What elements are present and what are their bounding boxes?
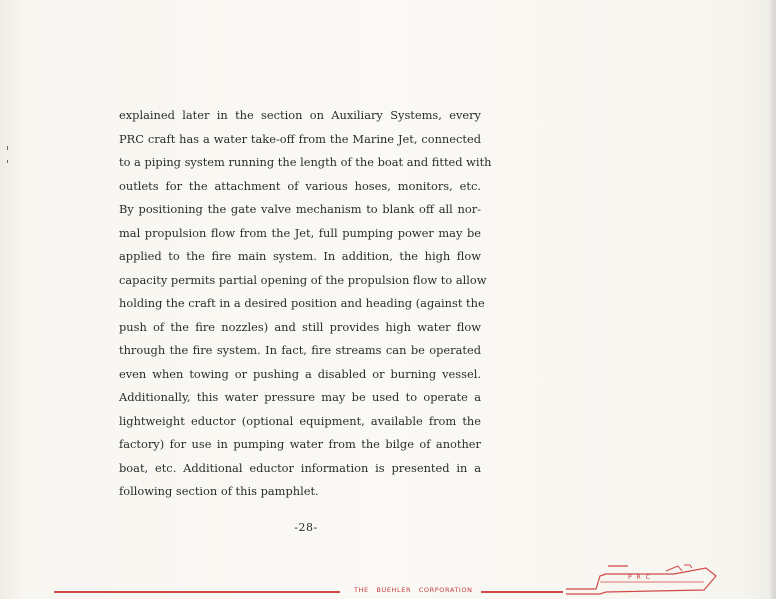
page-number: -28- <box>294 521 318 534</box>
footer-rule-right <box>481 591 563 593</box>
text-line: holding the craft in a desired position and heading (against the <box>119 296 485 310</box>
text-line: mal propulsion flow from the Jet, full pumping power may be <box>119 225 481 240</box>
text-line: even when towing or pushing a disabled or burning vessel. <box>119 366 481 381</box>
logo-label: P R C <box>628 574 652 581</box>
footer-rule-left <box>54 591 340 593</box>
body-paragraph <box>119 104 492 504</box>
text-line: Additionally, this water pressure may be used to operate a <box>119 390 481 404</box>
binding-mark <box>7 160 8 163</box>
text-line: By positioning the gate valve mechanism to blank off all nor- <box>119 202 481 216</box>
text-line: through the fire system. In fact, fire streams can be operated <box>119 343 481 357</box>
text-line: push of the fire nozzles) and still provides high water flow <box>119 319 481 334</box>
text-line: following section of this pamphlet. <box>119 484 319 498</box>
text-line: factory) for use in pumping water from the bilge of another <box>119 437 481 451</box>
text-line: lightweight eductor (optional equipment, available from the <box>119 413 481 428</box>
text-line: to a piping system running the length of the boat and fitted with <box>119 155 492 169</box>
text-line: outlets for the attachment of various hoses, monitors, etc. <box>119 178 481 193</box>
text-line: applied to the fire main system. In addition, the high flow <box>119 249 481 263</box>
text-line: explained later in the section on Auxiliary Systems, every <box>119 108 481 122</box>
text-line: boat, etc. Additional eductor information is presented in a <box>119 460 481 475</box>
text-line: capacity permits partial opening of the propulsion flow to allow <box>119 272 487 287</box>
binding-mark <box>7 146 8 150</box>
page-edge <box>770 0 776 599</box>
footer-company-name: THE BUEHLER CORPORATION <box>354 586 473 594</box>
boat-logo-icon <box>566 562 730 596</box>
text-line: PRC craft has a water take-off from the Marine Jet, connected <box>119 131 481 146</box>
